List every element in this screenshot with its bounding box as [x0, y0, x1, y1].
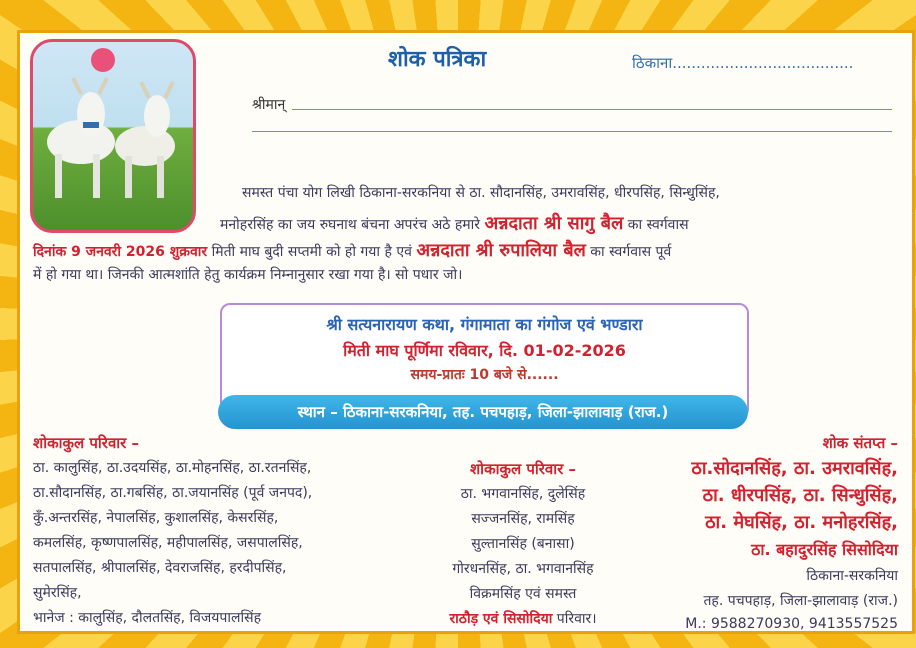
right-heading: शोक संतप्त – [822, 434, 898, 452]
list-item: ठा.सौदानसिंह, ठा.गबसिंह, ठा.जयानसिंह (पूर्व जनपद), [33, 485, 313, 501]
list-item [418, 607, 628, 632]
bull-name-2: अन्नदाता श्री रुपालिया बैल [416, 240, 586, 261]
list-item: ठा. कालुसिंह, ठा.उदयसिंह, ठा.मोहनसिंह, ठा.रतनसिंह, [33, 460, 312, 476]
event-title: श्री सत्यनारायण कथा, गंगामाता का गंगोज एवं भण्डारा [326, 315, 643, 334]
condolence-card [17, 30, 915, 634]
list-item: ठा. बहादुरसिंह सिसोदिया [751, 540, 898, 559]
list-item: ठा. मेघसिंह, ठा. मनोहरसिंह, [705, 512, 898, 533]
list-item: ठा.सोदानसिंह, ठा. उमरावसिंह, [691, 458, 898, 479]
middle-heading: शोकाकुल परिवार – [469, 460, 577, 478]
right-family-list [685, 431, 898, 635]
event-time: समय-प्रातः 10 बजे से...... [410, 367, 559, 383]
list-item: सज्जनसिंह, रामसिंह [471, 511, 575, 527]
body-line-3 [33, 238, 671, 262]
clan-names: राठौड़ एवं सिसोदिया [449, 611, 553, 627]
venue-banner: स्थान – ठिकाना-सरकनिया, तह. पचपहाड़, जिला-झालावाड़ (राज.) [218, 395, 748, 429]
list-item: भानेज : कालुसिंह, दौलतसिंह, विजयपालसिंह [33, 610, 262, 626]
list-text: परिवार। [556, 611, 597, 627]
body-text: का स्वर्गवास [627, 217, 689, 233]
body-text: का स्वर्गवास पूर्व [590, 244, 672, 260]
list-item: सुमेरसिंह, [33, 585, 82, 601]
mobile-numbers: M.: 9588270930, 9413557525 [685, 616, 898, 632]
place-text: ठिकाना-सरकनिया [806, 568, 898, 584]
list-item: सतपालसिंह, श्रीपालसिंह, देवराजसिंह, हरदीपसिंह, [33, 560, 287, 576]
left-heading: शोकाकुल परिवार – [33, 434, 140, 452]
list-item: ठा. धीरपसिंह, ठा. सिन्धुसिंह, [702, 485, 898, 506]
list-item: सुल्तानसिंह (बनासा) [471, 536, 575, 552]
left-family-list [33, 431, 312, 631]
body-line-1: समस्त पंचा योग लिखी ठिकाना-सरकनिया से ठा. सौदानसिंह, उमरावसिंह, धीरपसिंह, सिन्धुसिंह, [242, 185, 720, 201]
body-line-2 [220, 211, 689, 235]
address-line [252, 131, 892, 132]
body-text: में [33, 267, 42, 283]
list-item: गोरधनसिंह, ठा. भगवानसिंह [452, 561, 594, 577]
middle-family-list [418, 457, 628, 632]
address-line [292, 109, 892, 110]
event-date: मिती माघ पूर्णिमा रविवार, दि. 01-02-2026 [343, 341, 626, 360]
tehsil-text: तह. पचपहाड़, जिला-झालावाड़ (राज.) [703, 593, 898, 609]
shriman-label: श्रीमान् [252, 97, 286, 113]
list-item: विक्रमसिंह एवं समस्त [469, 586, 577, 602]
thikana-label: ठिकाना...................................... [632, 54, 854, 72]
date-text: दिनांक 9 जनवरी 2026 शुक्रवार [33, 244, 208, 260]
bull-name-1: अन्नदाता श्री सागु बैल [484, 213, 624, 234]
body-text: मनोहरसिंह का जय रुघनाथ बंचना अपरंच अठे हमारे [220, 217, 481, 233]
list-item: ठा. भगवानसिंह, दुलेसिंह [460, 486, 586, 502]
list-item: कुँ.अन्तरसिंह, नेपालसिंह, कुशालसिंह, केसरसिंह, [33, 510, 279, 526]
bulls-photo [30, 39, 196, 233]
body-text: मिती माघ बुदी सप्तमी को हो गया है एवं [211, 244, 412, 260]
list-item: कमलसिंह, कृष्णपालसिंह, महीपालसिंह, जसपालसिंह, [33, 535, 303, 551]
body-text: हो गया था। जिनकी आत्मशांति हेतु कार्यक्रम निम्नानुसार रखा गया है। सो पधार जो। [45, 267, 463, 283]
card-title: शोक पत्रिका [388, 47, 487, 72]
body-line-4 [33, 265, 462, 284]
